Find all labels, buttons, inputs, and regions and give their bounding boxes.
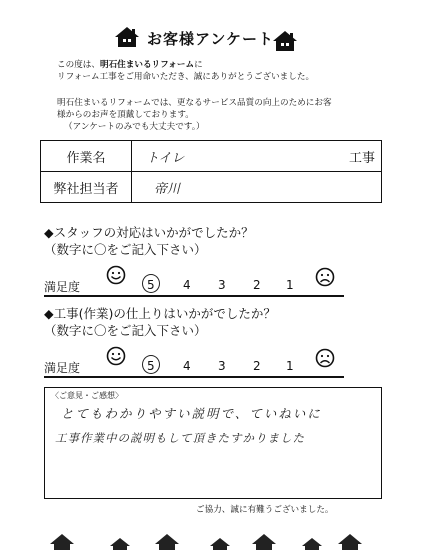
q2-scale-4: 4 [183,359,191,373]
question2-line1: ◆工事(作業)の仕上りはいかがでしたか？ [44,306,276,321]
smile-face-icon [106,265,126,285]
q2-satisfaction-label: 満足度 [44,359,80,378]
q2-divider [44,376,344,378]
intro-line-3: 明石住まいるリフォームでは、更なるサービス品質の向上のためにお客 [57,98,332,108]
question1-line1: ◆スタッフの対応はいかがでしたか？ [44,225,254,240]
work-suffix: 工事 [348,150,375,166]
intro-line1-prefix: この度は、 [57,60,100,70]
q2-scale-2: 2 [253,359,261,373]
staff-label: 弊社担当者 [41,172,132,203]
question2-line2: （数字に〇をご記入下さい） [44,323,207,338]
frown-face-icon [315,267,335,287]
house-decoration-strip [40,522,380,552]
q1-satisfaction-label: 満足度 [44,278,80,297]
page-title: お客様アンケート [146,30,275,48]
question1-line2: （数字に〇をご記入下さい） [44,242,207,257]
intro-line-2: リフォーム工事をご用命いただき、誠にありがとうございました。 [57,72,315,82]
q2-scale-5: 5 [147,359,155,373]
intro-line-1 [57,60,203,72]
q1-scale-3: 3 [218,278,226,292]
staff-row [41,172,382,203]
frown-face-icon [315,348,335,368]
staff-value: 帝川 [154,181,181,197]
work-row [41,141,382,172]
intro-line1-suffix: に [194,60,203,70]
q1-scale-5: 5 [147,278,155,292]
work-value: トイレ [146,150,185,166]
thanks-text: ご協力、誠に有難うございました。 [196,505,334,515]
intro-line-4: 様からのお声を頂戴しております。 [57,110,194,120]
house-icon-right [272,30,298,52]
opinion-handwritten-line1: とてもわかりやすい説明で、ていねいに [61,406,322,421]
intro-line-5: （アンケートのみでも大丈夫です。） [64,122,205,132]
opinion-handwritten-line2: 工事作業中の説明もして頂きたすかりました [55,431,305,445]
company-name: 明石住まいるリフォーム [99,60,195,70]
q2-scale-1: 1 [286,359,294,373]
work-value-cell [132,141,382,172]
work-label: 作業名 [41,141,132,172]
q1-scale-4: 4 [183,278,191,292]
staff-value-cell [132,172,382,203]
opinion-box [44,387,382,499]
info-table [40,140,382,203]
q2-scale-3: 3 [218,359,226,373]
q1-scale-1: 1 [286,278,294,292]
opinion-label: 〈ご意見・ご感想〉 [51,391,123,400]
smile-face-icon [106,346,126,366]
q1-divider [44,295,344,297]
q1-scale-2: 2 [253,278,261,292]
